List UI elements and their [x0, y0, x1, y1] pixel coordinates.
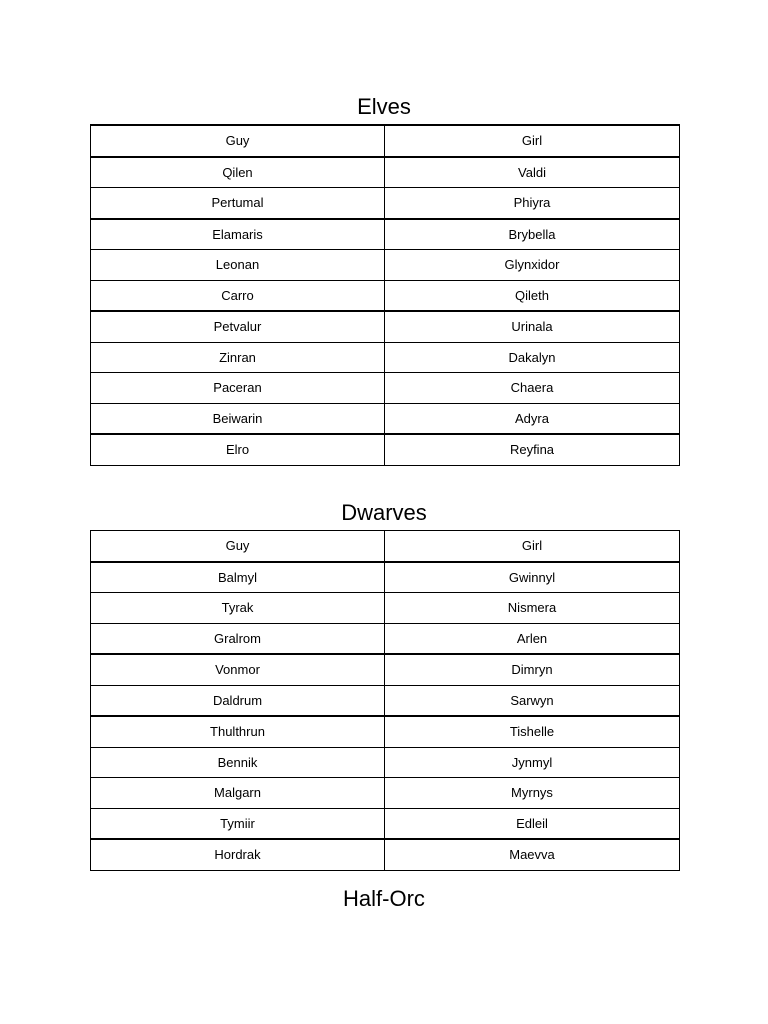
girl-name-cell: Dakalyn [385, 342, 680, 373]
guy-name-cell: Paceran [91, 373, 385, 404]
column-header-guy: Guy [91, 531, 385, 562]
section-title-dwarves: Dwarves [341, 500, 427, 525]
table-row [91, 747, 680, 778]
table-row [91, 778, 680, 809]
girl-name-cell: Arlen [385, 623, 680, 654]
table-row [91, 311, 680, 342]
table-header-row [91, 125, 680, 157]
girl-name-cell: Sarwyn [385, 685, 680, 716]
guy-name-cell: Hordrak [91, 839, 385, 870]
section-title-elves: Elves [357, 94, 411, 119]
guy-name-cell: Elro [91, 434, 385, 465]
table-row [91, 623, 680, 654]
table-row [91, 188, 680, 219]
guy-name-cell: Malgarn [91, 778, 385, 809]
table-row [91, 839, 680, 870]
table-row [91, 685, 680, 716]
section-title-half-orc: Half-Orc [343, 886, 425, 911]
table-row [91, 280, 680, 311]
girl-name-cell: Dimryn [385, 654, 680, 685]
guy-name-cell: Elamaris [91, 219, 385, 250]
guy-name-cell: Vonmor [91, 654, 385, 685]
table-row [91, 219, 680, 250]
table-row [91, 157, 680, 188]
guy-name-cell: Pertumal [91, 188, 385, 219]
table-row [91, 808, 680, 839]
girl-name-cell: Reyfina [385, 434, 680, 465]
table-row [91, 342, 680, 373]
guy-name-cell: Daldrum [91, 685, 385, 716]
guy-name-cell: Beiwarin [91, 403, 385, 434]
girl-name-cell: Adyra [385, 403, 680, 434]
table-row [91, 403, 680, 434]
girl-name-cell: Edleil [385, 808, 680, 839]
table-row [91, 716, 680, 747]
column-header-girl: Girl [385, 531, 680, 562]
girl-name-cell: Brybella [385, 219, 680, 250]
guy-name-cell: Zinran [91, 342, 385, 373]
guy-name-cell: Balmyl [91, 562, 385, 593]
dwarves-names-table [90, 530, 680, 871]
girl-name-cell: Urinala [385, 311, 680, 342]
guy-name-cell: Qilen [91, 157, 385, 188]
guy-name-cell: Leonan [91, 250, 385, 281]
elves-names-table [90, 124, 680, 466]
table-row [91, 434, 680, 465]
girl-name-cell: Chaera [385, 373, 680, 404]
girl-name-cell: Gwinnyl [385, 562, 680, 593]
girl-name-cell: Maevva [385, 839, 680, 870]
girl-name-cell: Jynmyl [385, 747, 680, 778]
guy-name-cell: Thulthrun [91, 716, 385, 747]
girl-name-cell: Tishelle [385, 716, 680, 747]
table-row [91, 654, 680, 685]
guy-name-cell: Bennik [91, 747, 385, 778]
guy-name-cell: Carro [91, 280, 385, 311]
table-row [91, 593, 680, 624]
girl-name-cell: Myrnys [385, 778, 680, 809]
girl-name-cell: Valdi [385, 157, 680, 188]
girl-name-cell: Qileth [385, 280, 680, 311]
girl-name-cell: Phiyra [385, 188, 680, 219]
guy-name-cell: Tyrak [91, 593, 385, 624]
column-header-girl: Girl [385, 125, 680, 157]
column-header-guy: Guy [91, 125, 385, 157]
guy-name-cell: Tymiir [91, 808, 385, 839]
table-row [91, 250, 680, 281]
girl-name-cell: Glynxidor [385, 250, 680, 281]
table-row [91, 373, 680, 404]
guy-name-cell: Gralrom [91, 623, 385, 654]
guy-name-cell: Petvalur [91, 311, 385, 342]
table-row [91, 562, 680, 593]
table-header-row [91, 531, 680, 562]
girl-name-cell: Nismera [385, 593, 680, 624]
